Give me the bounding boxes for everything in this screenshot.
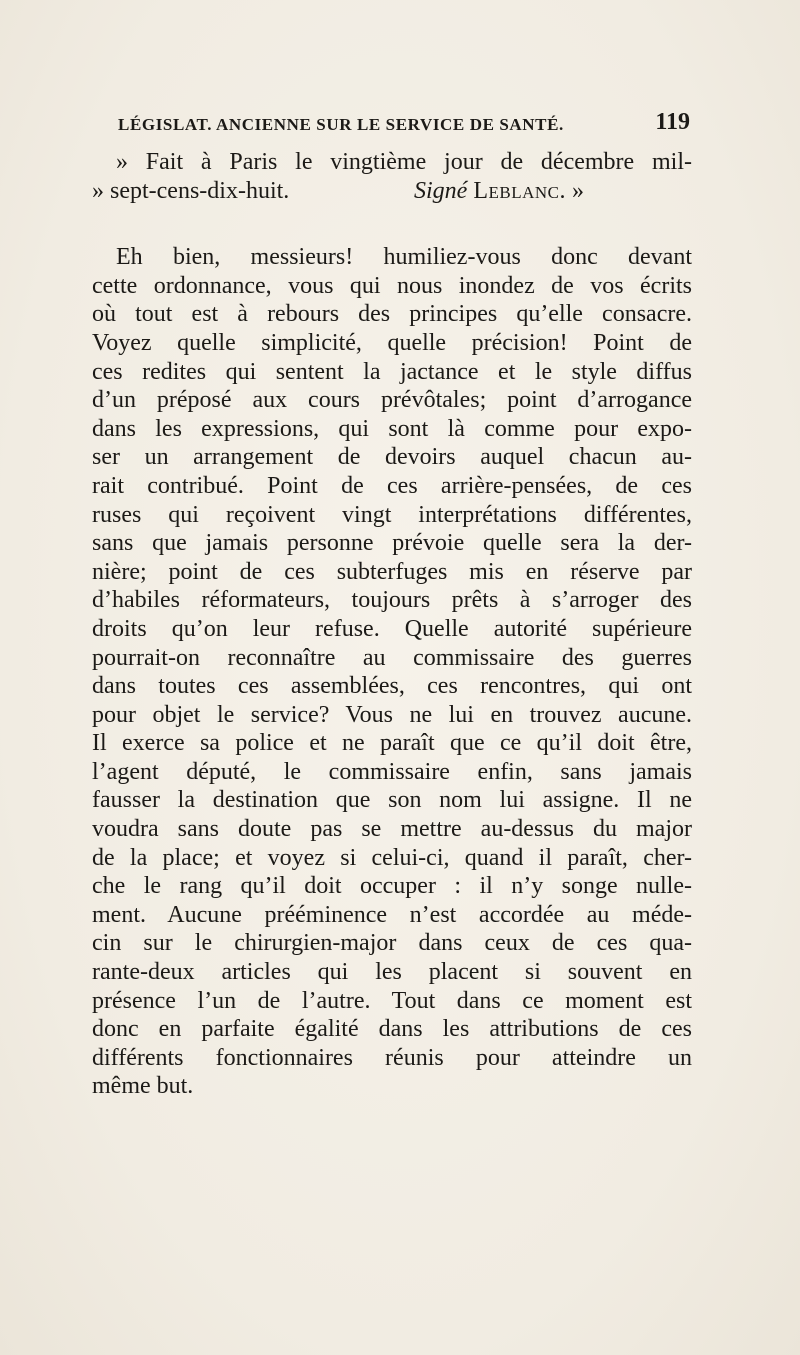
text-line: différents fonctionnaires réunis pour atteindre un (92, 1044, 692, 1071)
decree-line: » Fait à Paris le vingtième jour de décembre mil- (116, 149, 692, 175)
text-line: dans les expressions, qui sont là comme pour expo- (92, 415, 692, 442)
paragraph (92, 243, 692, 1101)
text-line: d’habiles réformateurs, toujours prêts à s’arroger des (92, 587, 692, 614)
text-line: même but. (92, 1073, 194, 1100)
text-line: rante-deux articles qui les placent si souvent en (92, 959, 692, 986)
body-text (92, 148, 692, 1101)
text-line: d’un préposé aux cours prévôtales; point d’arrogance (92, 387, 692, 414)
text-line: de la place; et voyez si celui-ci, quand il paraît, cher- (92, 844, 692, 871)
text-line: fausser la destination que son nom lui assigne. Il ne (92, 787, 692, 814)
paragraph-gap (92, 205, 692, 243)
text-line: présence l’un de l’autre. Tout dans ce moment est (92, 987, 692, 1014)
closing-quote: » (572, 177, 584, 204)
text-line: pourrait-on reconnaître au commissaire des guerres (92, 644, 692, 671)
text-line: sans que jamais personne prévoie quelle sera la der- (92, 530, 692, 557)
page-header (118, 105, 690, 141)
text-line: droits qu’on leur refuse. Quelle autorité supérieure (92, 615, 692, 642)
text-line: Voyez quelle simplicité, quelle précision! Point de (92, 329, 692, 356)
text-line: nière; point de ces subterfuges mis en réserve par (92, 558, 692, 585)
text-line: ser un arrangement de devoirs auquel chacun au- (92, 444, 692, 471)
text-line: ces redites qui sentent la jactance et le style diffus (92, 358, 692, 385)
text-line: che le rang qu’il doit occuper : il n’y songe nulle- (92, 873, 692, 900)
text-line: cin sur le chirurgien-major dans ceux de ces qua- (92, 930, 692, 957)
text-line: donc en parfaite égalité dans les attributions de ces (92, 1016, 692, 1043)
text-line: Eh bien, messieurs! humiliez-vous donc devant (116, 244, 692, 271)
text-line: l’agent député, le commissaire enfin, sans jamais (92, 758, 692, 785)
text-line: cette ordonnance, vous qui nous inondez de vos écrits (92, 272, 692, 299)
text-line: dans toutes ces assemblées, ces rencontres, qui ont (92, 673, 692, 700)
signature-label: Signé (414, 177, 468, 204)
page-number: 119 (655, 109, 690, 135)
text-line: voudra sans doute pas se mettre au-dessus du major (92, 816, 692, 843)
text-line: ment. Aucune prééminence n’est accordée au méde- (92, 901, 692, 928)
text-line: ruses qui reçoivent vingt interprétations différentes, (92, 501, 692, 528)
text-line: Il exerce sa police et ne paraît que ce qu’il doit être, (92, 730, 692, 757)
text-line: pour objet le service? Vous ne lui en trouvez aucune. (92, 701, 692, 728)
decree-signature-line (92, 177, 692, 206)
text-line: où tout est à rebours des principes qu’elle consacre. (92, 301, 692, 328)
running-title: LÉGISLAT. ANCIENNE SUR LE SERVICE DE SANTÉ. (118, 115, 564, 134)
signatory-name: Leblanc. (473, 177, 566, 204)
decree-line: » sept-cens-dix-huit. (92, 177, 290, 204)
text-line: rait contribué. Point de ces arrière-pensées, de ces (92, 472, 692, 499)
signature (414, 177, 584, 206)
